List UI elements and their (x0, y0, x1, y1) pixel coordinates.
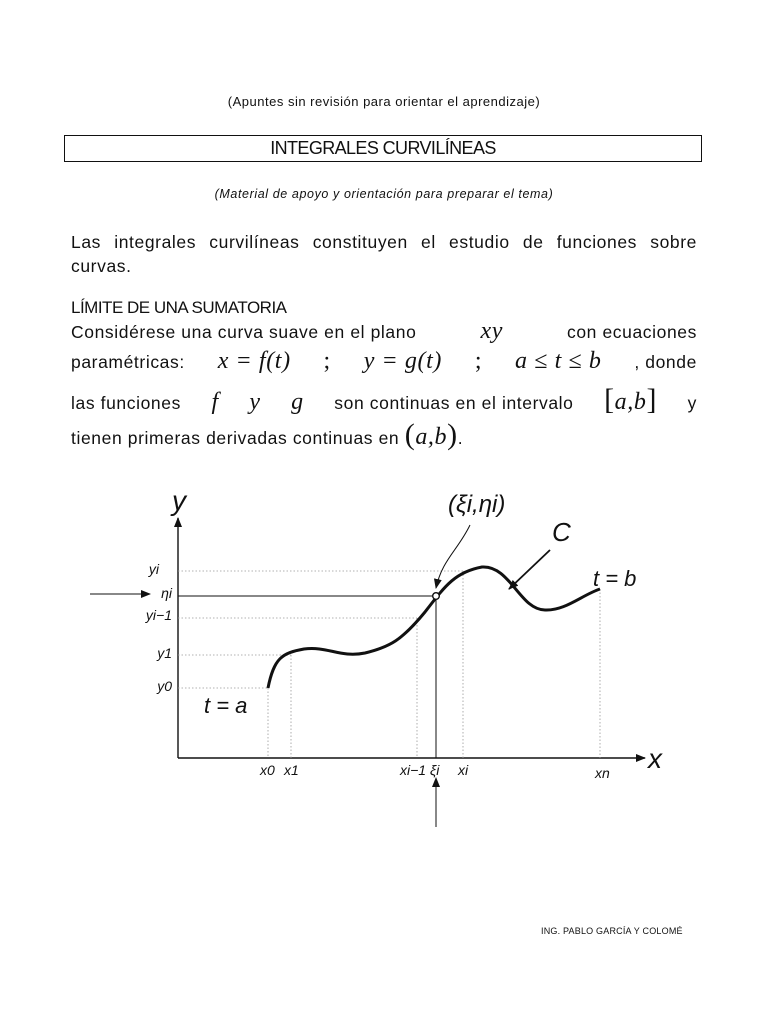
xtick-x0: x0 (260, 762, 275, 778)
l1-text: Considérese una curva suave en el plano (71, 322, 417, 342)
y-axis-label: y (172, 485, 186, 516)
author-credit: ING. PABLO GARCÍA Y COLOMÉ (541, 926, 683, 936)
header-note: (Apuntes sin revisión para orientar el aprendizaje) (227, 94, 541, 109)
equation-x: x = f(t) (217, 348, 291, 374)
ytick-yi-minus-1: yi−1 (145, 607, 172, 623)
body-line-3 (71, 383, 697, 417)
start-label: t = a (204, 693, 248, 718)
ytick-y0: y0 (157, 678, 172, 694)
guide-lines (178, 571, 600, 758)
x-tick-labels (259, 762, 610, 781)
point-label: (ξi,ηi) (448, 491, 506, 518)
separator-2: ; (474, 348, 483, 374)
xtick-xi: xi (458, 762, 469, 778)
ytick-eta: ηi (161, 585, 172, 601)
curve-label: C (552, 517, 571, 547)
xtick-xn: xn (595, 765, 610, 781)
intro-paragraph: Las integrales curvilíneas constituyen el estudio de funciones sobre curvas. (71, 232, 697, 276)
function-g: g (291, 389, 304, 415)
l4-end: . (457, 428, 464, 448)
xtick-xi-greek: ξi (430, 762, 440, 778)
body-line-2 (71, 348, 697, 375)
function-f: f (211, 389, 219, 415)
open-interval: (a,b) (404, 418, 458, 451)
equation-y: y = g(t) (363, 348, 442, 374)
open-interval-content: a,b (415, 424, 448, 450)
xtick-xi-minus-1: xi−1 (400, 762, 427, 778)
end-label: t = b (593, 566, 637, 591)
equation-t-range: a ≤ t ≤ b (515, 348, 602, 374)
l3-end: y (687, 393, 697, 413)
l3-mid: son continuas en el intervalo (334, 393, 574, 413)
l4-text: tienen primeras derivadas continuas en (71, 428, 400, 448)
l3-text: las funciones (71, 393, 181, 413)
l2-end: , donde (634, 352, 697, 372)
xtick-x1: x1 (284, 762, 299, 778)
ytick-yi: yi (148, 561, 159, 577)
page-title: INTEGRALES CURVILÍNEAS (64, 135, 702, 162)
curve-label-arrow (509, 550, 550, 589)
l2-text: paramétricas: (71, 352, 185, 372)
ytick-y1: y1 (157, 645, 172, 661)
y-tick-labels (145, 561, 173, 694)
l1-end: con ecuaciones (566, 322, 697, 342)
separator-1: ; (323, 348, 331, 374)
subtitle: (Material de apoyo y orientación para preparar el tema) (214, 187, 554, 201)
body-line-4 (71, 418, 697, 452)
body-line-1 (71, 318, 697, 345)
closed-interval-content: a,b (614, 389, 647, 415)
closed-interval: [a,b] (604, 383, 658, 416)
section-heading: LÍMITE DE UNA SUMATORIA (71, 298, 287, 317)
x-axis-label: x (648, 743, 662, 774)
curve-c (268, 567, 600, 688)
conjunction-y: y (249, 389, 261, 415)
curve-figure (70, 470, 700, 840)
plane-math: xy (480, 318, 503, 344)
sample-point (433, 593, 440, 600)
